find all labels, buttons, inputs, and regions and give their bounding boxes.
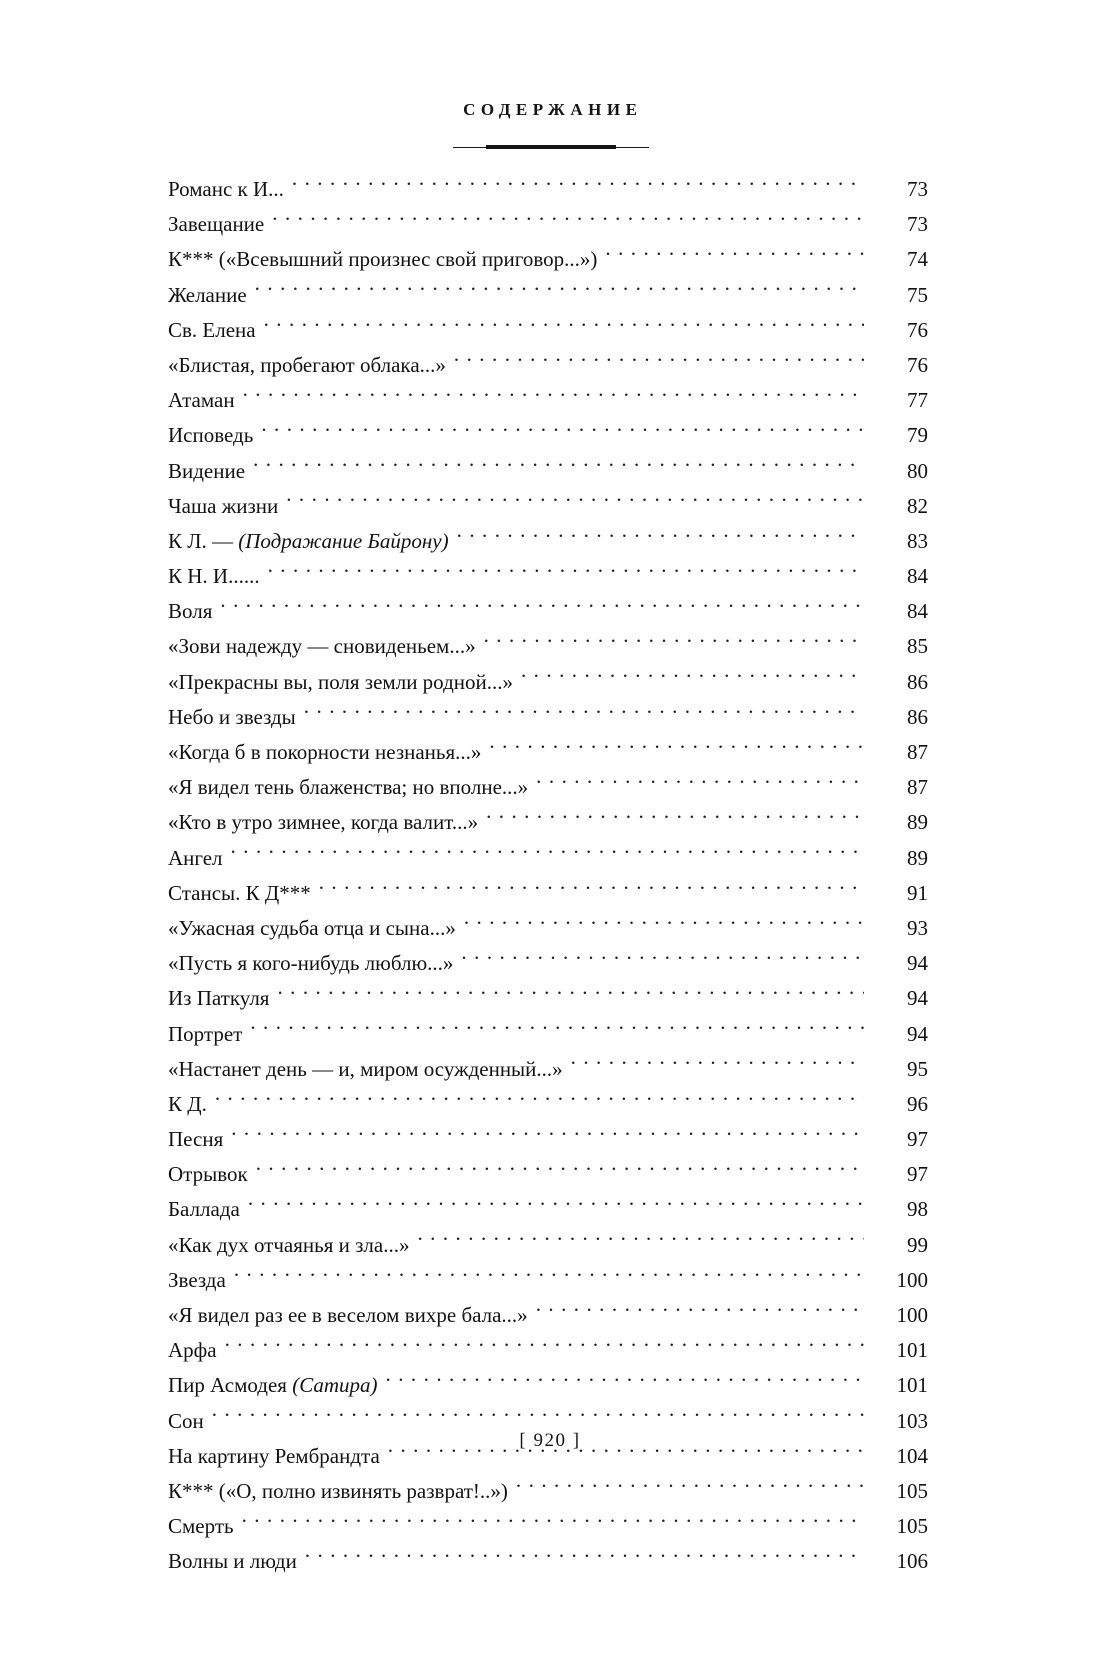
toc-entry-page-number: 91 [907, 880, 928, 905]
toc-entry-title: На картину Рембрандта [168, 1443, 380, 1468]
toc-entry-title: Завещание [168, 212, 265, 237]
toc-entry-title: «Кто в утро зимнее, когда валит...» [168, 810, 479, 835]
toc-entry[interactable] [168, 911, 928, 946]
toc-entry-title: Видение [168, 458, 246, 483]
toc-entry-page-number: 104 [896, 1443, 928, 1468]
toc-entry[interactable] [168, 1509, 928, 1544]
toc-dot-leader [248, 1195, 864, 1216]
toc-entry-page-number: 103 [896, 1408, 928, 1433]
toc-entry[interactable] [168, 1087, 928, 1122]
toc-entry-page-number: 100 [896, 1303, 928, 1327]
toc-dot-leader [484, 632, 864, 653]
toc-entry[interactable] [168, 665, 928, 700]
toc-entry-title: Св. Елена [168, 317, 256, 342]
toc-dot-leader [489, 738, 864, 759]
toc-entry-page-number: 80 [907, 458, 928, 483]
toc-entry[interactable] [168, 1228, 928, 1263]
toc-entry-title: Сон [168, 1408, 204, 1433]
toc-dot-leader [304, 703, 864, 724]
toc-dot-leader [605, 245, 864, 266]
toc-entry-page-number: 76 [907, 352, 928, 377]
toc-entry-page-number: 87 [907, 775, 928, 800]
toc-dot-leader [231, 844, 864, 865]
toc-entry[interactable] [168, 559, 928, 594]
toc-dot-leader [255, 281, 864, 302]
toc-dot-leader [212, 1407, 864, 1428]
toc-entry[interactable] [168, 981, 928, 1016]
toc-entry-title: К*** («О, полно извинять разврат!..») [168, 1478, 508, 1503]
toc-entry-page-number: 96 [907, 1091, 928, 1116]
toc-entry-title: К Н. И...... [168, 564, 260, 589]
toc-entry-page-number: 83 [907, 528, 928, 553]
toc-dot-leader [261, 421, 864, 442]
toc-entry[interactable] [168, 348, 928, 383]
toc-entry-page-number: 89 [907, 810, 928, 835]
toc-entry-title: Желание [168, 282, 247, 307]
toc-entry[interactable] [168, 1333, 928, 1368]
toc-entry-page-number: 101 [896, 1338, 928, 1363]
toc-entry[interactable] [168, 594, 928, 629]
toc-entry-page-number: 89 [907, 845, 928, 870]
toc-entry-page-number: 74 [907, 247, 928, 272]
toc-entry[interactable] [168, 770, 928, 805]
toc-entry-title: «Блистая, пробегают облака...» [168, 352, 446, 377]
toc-dot-leader [417, 1231, 864, 1252]
toc-entry-title: «Настанет день — и, миром осужденный...» [168, 1056, 563, 1081]
toc-entry-page-number: 76 [907, 317, 928, 342]
toc-entry[interactable] [168, 805, 928, 840]
toc-entry[interactable] [168, 1474, 928, 1509]
toc-entry-title: Отрывок [168, 1162, 248, 1187]
divider-thick-segment [486, 145, 616, 149]
toc-entry[interactable] [168, 1052, 928, 1087]
toc-dot-leader [277, 984, 864, 1005]
toc-entry[interactable] [168, 1122, 928, 1157]
toc-dot-leader [319, 879, 864, 900]
toc-entry-title: Арфа [168, 1338, 217, 1363]
toc-dot-leader [268, 562, 864, 583]
running-head [0, 100, 1100, 120]
toc-entry-page-number: 95 [907, 1056, 928, 1081]
toc-entry-page-number: 79 [907, 423, 928, 448]
toc-entry[interactable] [168, 1017, 928, 1052]
toc-dot-leader [220, 597, 864, 618]
toc-dot-leader [486, 808, 864, 829]
toc-dot-leader [521, 668, 864, 689]
toc-entry-page-number: 75 [907, 282, 928, 307]
toc-entry[interactable] [168, 207, 928, 242]
toc-entry[interactable] [168, 841, 928, 876]
toc-dot-leader [253, 457, 864, 478]
toc-entry[interactable] [168, 1263, 928, 1298]
toc-entry-title: К Л. — (Подражание Байрону) [168, 528, 449, 553]
toc-entry-title: Баллада [168, 1197, 240, 1222]
toc-dot-leader [242, 1512, 864, 1533]
toc-entry-title: Из Паткуля [168, 986, 270, 1011]
toc-dot-leader [464, 914, 864, 935]
toc-entry-title: Смерть [168, 1514, 234, 1539]
toc-dot-leader [225, 1336, 864, 1357]
running-head-title: СОДЕРЖАНИЕ [463, 100, 643, 119]
toc-entry-title: «Я видел тень блаженства; но вполне...» [168, 775, 529, 800]
toc-entry-page-number: 84 [907, 564, 928, 589]
toc-entry[interactable] [168, 700, 928, 735]
toc-entry[interactable] [168, 735, 928, 770]
table-of-contents-list [168, 172, 928, 1580]
toc-entry-page-number: 94 [907, 986, 928, 1011]
toc-entry[interactable] [168, 489, 928, 524]
toc-entry-title: «Когда б в покорности незнанья...» [168, 740, 482, 764]
toc-entry-title: «Ужасная судьба отца и сына...» [168, 915, 456, 940]
toc-entry-title: Чаша жизни [168, 493, 279, 518]
toc-entry-page-number: 97 [907, 1127, 928, 1152]
toc-entry-page-number: 86 [907, 704, 928, 729]
toc-dot-leader [454, 351, 864, 372]
toc-entry[interactable] [168, 1157, 928, 1192]
toc-entry-page-number: 100 [896, 1267, 928, 1292]
toc-entry-page-number: 84 [907, 599, 928, 624]
toc-entry-page-number: 101 [896, 1373, 928, 1398]
toc-dot-leader [457, 527, 864, 548]
header-divider-ornament [453, 144, 649, 152]
toc-entry[interactable] [168, 418, 928, 453]
toc-entry-title: Песня [168, 1127, 224, 1152]
toc-entry-title: Небо и звезды [168, 704, 296, 729]
toc-entry-title: Романс к И... [168, 177, 284, 201]
toc-entry-page-number: 106 [896, 1549, 928, 1574]
toc-dot-leader [215, 1090, 864, 1111]
toc-entry-page-number: 105 [896, 1514, 928, 1539]
toc-dot-leader [461, 949, 864, 970]
toc-entry-title: К Д. [168, 1091, 207, 1116]
toc-entry-title: Ангел [168, 845, 223, 870]
toc-entry-title: К*** («Всевышний произнес свой приговор...») [168, 247, 598, 272]
toc-entry-page-number: 82 [907, 493, 928, 518]
toc-dot-leader [386, 1371, 864, 1392]
toc-dot-leader [286, 492, 864, 513]
toc-entry[interactable] [168, 242, 928, 277]
toc-entry[interactable] [168, 876, 928, 911]
toc-entry-title-italic: (Подражание Байрону) [238, 528, 449, 553]
toc-entry-page-number: 99 [907, 1232, 928, 1257]
toc-dot-leader [292, 175, 864, 196]
toc-entry-title-italic: (Сатира) [292, 1373, 378, 1398]
toc-entry-title: Пир Асмодея (Сатира) [168, 1373, 378, 1398]
toc-dot-leader [536, 1301, 864, 1322]
toc-entry-title: «Пусть я кого-нибудь люблю...» [168, 951, 454, 976]
toc-entry-title: Исповедь [168, 423, 254, 448]
page-folio: [ 920 ] [519, 1430, 581, 1451]
toc-entry-page-number: 87 [907, 740, 928, 764]
toc-entry-page-number: 73 [907, 212, 928, 237]
toc-entry-page-number: 98 [907, 1197, 928, 1222]
toc-dot-leader [571, 1055, 864, 1076]
toc-dot-leader [305, 1547, 864, 1568]
toc-dot-leader [256, 1160, 864, 1181]
toc-dot-leader [264, 316, 864, 337]
toc-entry-page-number: 77 [907, 388, 928, 413]
toc-entry[interactable] [168, 172, 928, 207]
toc-entry-page-number: 73 [907, 177, 928, 201]
toc-entry[interactable] [168, 524, 928, 559]
toc-entry-title: «Прекрасны вы, поля земли родной...» [168, 669, 513, 694]
toc-entry-title: Стансы. К Д*** [168, 880, 311, 905]
toc-dot-leader [250, 1020, 864, 1041]
toc-entry-page-number: 86 [907, 669, 928, 694]
toc-dot-leader [272, 210, 864, 231]
toc-entry-title: Звезда [168, 1267, 226, 1292]
toc-entry[interactable] [168, 1544, 928, 1579]
toc-entry[interactable] [168, 629, 928, 664]
toc-entry[interactable] [168, 1192, 928, 1227]
toc-dot-leader [536, 773, 864, 794]
toc-entry-title: «Как дух отчаянья и зла...» [168, 1232, 410, 1257]
toc-dot-leader [234, 1266, 864, 1287]
toc-entry-page-number: 93 [907, 915, 928, 940]
toc-entry-title: Волны и люди [168, 1549, 297, 1574]
toc-entry[interactable] [168, 454, 928, 489]
toc-entry[interactable] [168, 313, 928, 348]
toc-dot-leader [231, 1125, 864, 1146]
toc-entry[interactable] [168, 1298, 928, 1333]
toc-dot-leader [243, 386, 864, 407]
toc-entry-title: Портрет [168, 1021, 243, 1046]
toc-entry-title: Атаман [168, 388, 235, 413]
toc-entry[interactable] [168, 1368, 928, 1403]
toc-entry-title: «Я видел раз ее в веселом вихре бала...» [168, 1303, 528, 1327]
toc-entry-page-number: 85 [907, 634, 928, 659]
toc-entry[interactable] [168, 278, 928, 313]
toc-entry[interactable] [168, 946, 928, 981]
toc-entry-page-number: 94 [907, 951, 928, 976]
toc-dot-leader [516, 1477, 864, 1498]
toc-entry-title: «Зови надежду — сновиденьем...» [168, 634, 476, 659]
toc-entry-page-number: 94 [907, 1021, 928, 1046]
toc-entry-page-number: 105 [896, 1478, 928, 1503]
toc-entry-title: Воля [168, 599, 213, 624]
toc-entry[interactable] [168, 383, 928, 418]
toc-entry-page-number: 97 [907, 1162, 928, 1187]
